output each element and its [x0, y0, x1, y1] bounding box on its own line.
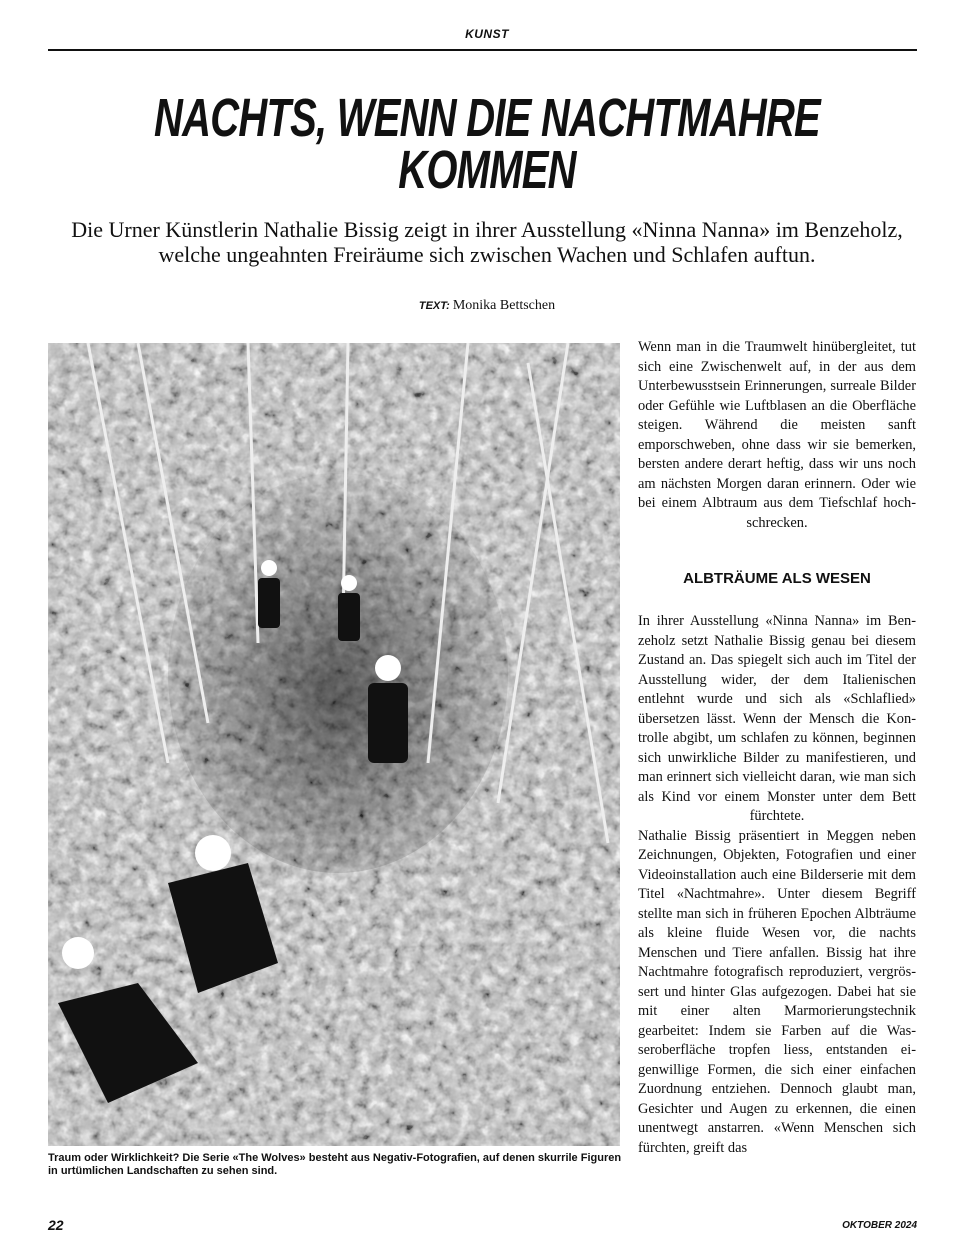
- photo-caption: Traum oder Wirklichkeit? Die Serie «The Wolves» besteht aus Negativ-Fotografien, auf denen skurrile Figuren in urtümlichen Landschaften zu sehen sind.: [48, 1152, 622, 1177]
- header-rule: [48, 49, 917, 51]
- paragraph-1: Wenn man in die Traumwelt hinübergleitet, tut sich eine Zwischenwelt auf, in der aus dem Unterbewusstsein Erinnerungen, surreale Bilder oder Gefühle wie Luftblasen an die Oberfläche steigen. Während die meisten sanft emporschweben, ohne dass wir sie bemerken, bersten andere derart heftig, dass wir uns noch am nächsten Morgen daran erinnern. Oder wie bei einem Albtraum aus dem Tiefschlaf hochschrecken.: [638, 339, 916, 531]
- page-number: 22: [48, 1217, 64, 1233]
- byline-author: Monika Bettschen: [452, 298, 556, 313]
- issue-date: OKTOBER 2024: [842, 1220, 917, 1231]
- subheading-wrap: [638, 570, 916, 587]
- article-lead: Die Urner Künstlerin Nathalie Bissig zeigt in ihrer Ausstellung «Ninna Nanna» im Benzeholz, welche ungeahnten Freiräume sich zwischen Wachen und Schlafen auftun.: [71, 217, 903, 267]
- byline: [0, 298, 974, 314]
- article-title: [0, 88, 974, 200]
- title-line-2: KOMMEN: [398, 140, 576, 200]
- subheading: ALBTRÄUME ALS WESEN: [683, 570, 871, 587]
- title-line-1: NACHTS, WENN DIE NACHTMAHRE: [154, 88, 820, 148]
- paragraph-3: Nathalie Bissig präsentiert in Meggen neben Zeichnungen, Objekten, Fotografien und einer Videoinstallation auch eine Bilderserie mit dem Titel «Nachtmahre». Unter diesem Begriff stellte man sich in früheren Epochen Albträume als kleine fluide Wesen vor, die nachts Menschen und Tiere anfallen. Bissig hat ihre Nachtmahre fotografisch reproduziert, vergrössert und hinter Glas aufgezogen. Dabei hat sie mit einer alten Marmorierungstechnik gearbeitet: Indem sie Farben auf die Wasseroberfläche tropfen liess, entstanden eigenwillige Formen, die sich einer einfachen Zuordnung entziehen. Dennoch glaubt man, Gesichter und Augen zu erkennen, die einen unentwegt anstarren. «Wenn Menschen sich fürchten, greift das: [638, 827, 916, 1156]
- article-column-body: [638, 612, 916, 1158]
- article-photo: [48, 343, 620, 1146]
- byline-label: TEXT:: [418, 300, 450, 312]
- article-column-intro: [638, 338, 916, 533]
- section-label: KUNST: [465, 27, 509, 41]
- paragraph-2: In ihrer Ausstellung «Ninna Nanna» im Benzeholz setzt Nathalie Bissig genau bei diesem Zustand an. Das spiegelt sich auch im Titel der Ausstellung wider, der dem Italienischen entlehnt wurde und sich als «Schlaflied» übersetzen lässt. Wenn der Mensch die Kontrolle abgibt, um schlafen zu können, beginnen sich unwirkliche Bilder zu manifestieren, und man erinnert sich vielleicht daran, wie man sich als Kind vor einem Monster unter dem Bett fürchtete.: [638, 613, 916, 824]
- negative-forest-photo: [48, 343, 620, 1146]
